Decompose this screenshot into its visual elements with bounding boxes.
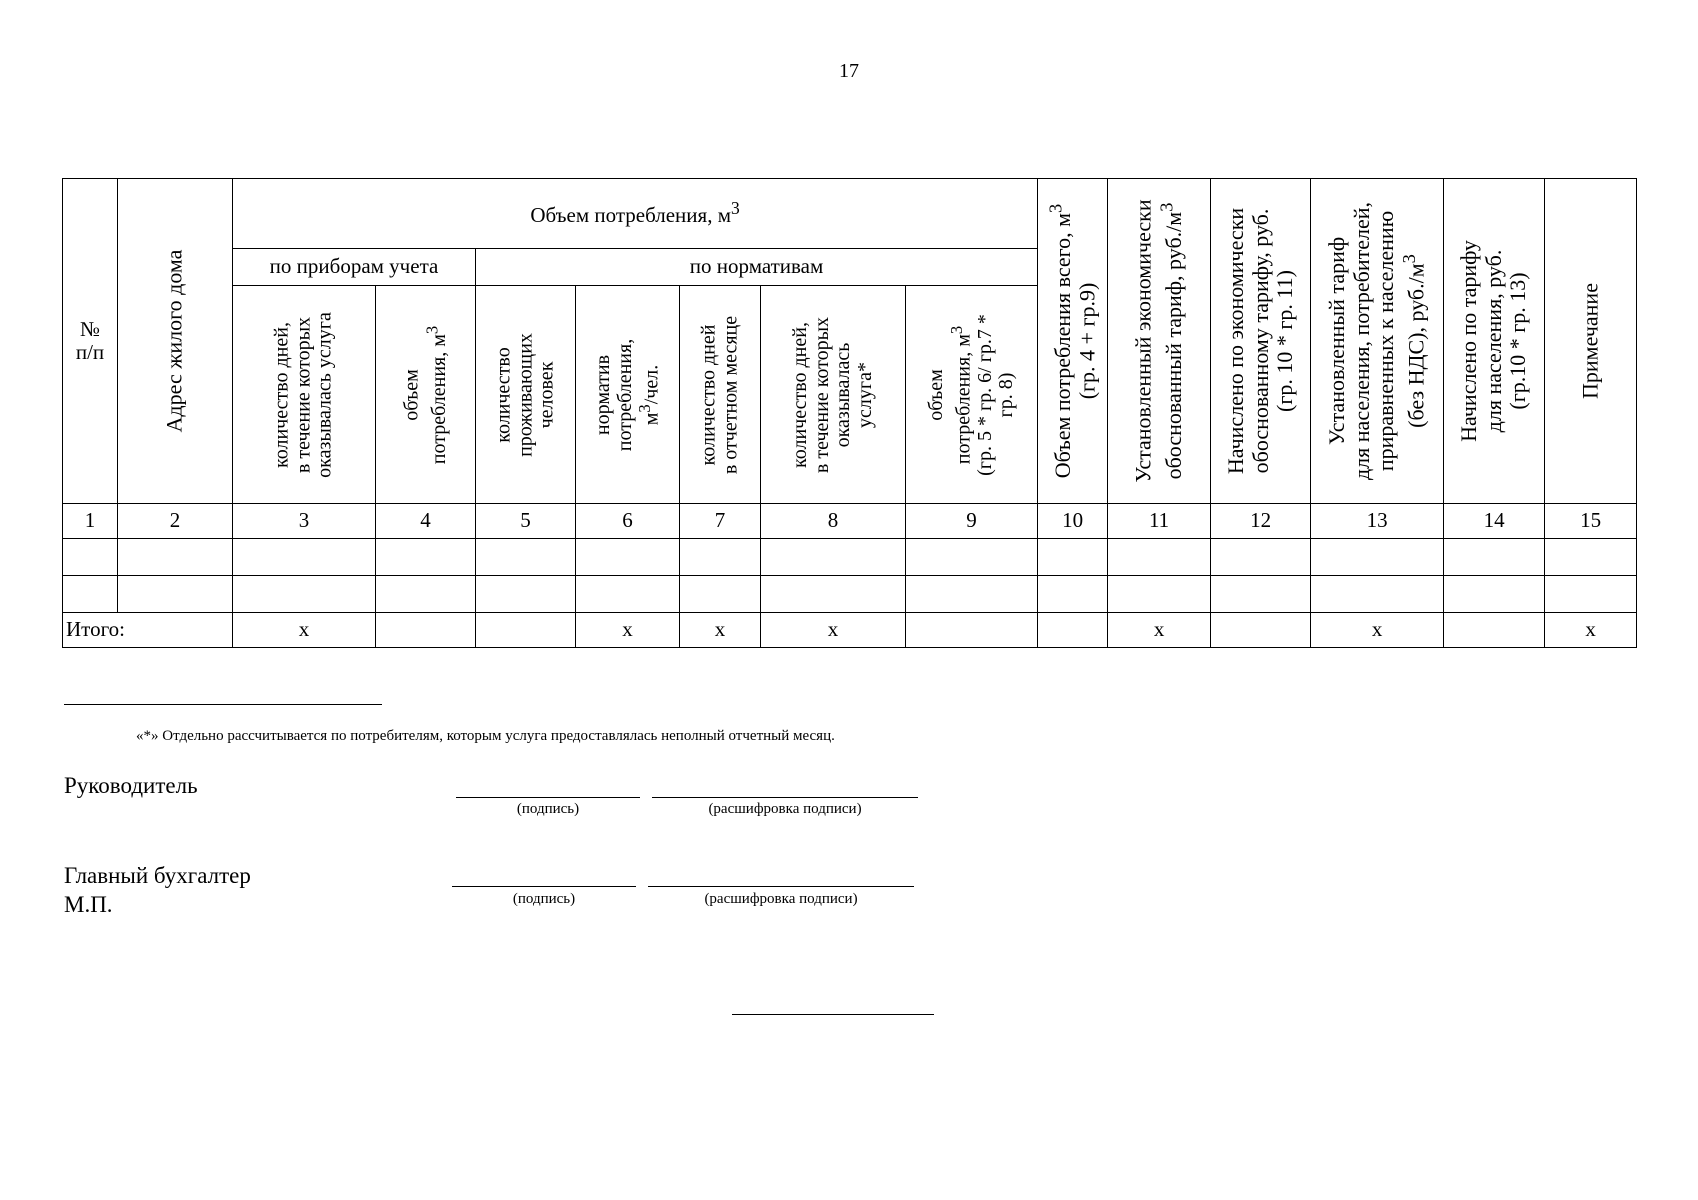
consumption-report-table (62, 178, 1637, 648)
total-cell[interactable] (476, 613, 576, 648)
header-number: № п/п (63, 179, 118, 504)
column-number: 1 (63, 504, 118, 539)
column-number: 4 (376, 504, 476, 539)
accountant-role-label: Главный бухгалтер (64, 863, 251, 888)
table-cell[interactable] (1311, 539, 1444, 576)
total-cell[interactable] (1211, 613, 1311, 648)
bottom-rule (732, 1014, 934, 1015)
head-name-caption: (расшифровка подписи) (708, 801, 862, 817)
column-number: 9 (906, 504, 1038, 539)
table-cell[interactable] (476, 576, 576, 613)
header-col-15: Примечание (1545, 179, 1637, 504)
table-cell[interactable] (118, 576, 233, 613)
column-number: 12 (1211, 504, 1311, 539)
head-signature-line[interactable] (456, 797, 640, 798)
table-cell[interactable] (1211, 576, 1311, 613)
footnote: «*» Отдельно рассчитывается по потребителям, которым услуга предоставлялась неполный отчетный месяц. (136, 728, 835, 744)
total-cell: x (1108, 613, 1211, 648)
table-cell[interactable] (680, 539, 761, 576)
table-cell[interactable] (576, 576, 680, 613)
header-col-7: количество дней в отчетном месяце (680, 286, 761, 504)
head-name-line[interactable] (652, 797, 918, 798)
table-cell[interactable] (906, 539, 1038, 576)
table-cell[interactable] (906, 576, 1038, 613)
table-cell[interactable] (233, 539, 376, 576)
table-row (63, 576, 1637, 613)
table-cell[interactable] (576, 539, 680, 576)
column-number: 2 (118, 504, 233, 539)
column-number: 7 (680, 504, 761, 539)
column-number: 6 (576, 504, 680, 539)
column-number: 5 (476, 504, 576, 539)
table-cell[interactable] (376, 576, 476, 613)
header-col-14: Начислено по тарифу для населения, руб. (гр.10 * гр. 13) (1444, 179, 1545, 504)
total-cell: x (1545, 613, 1637, 648)
total-cell: x (576, 613, 680, 648)
header-col-10: Объем потребления всего, $м^3$ (гр. 4 + гр.9) (1038, 179, 1108, 504)
header-col-11: Установленный экономически обоснованный тариф, $руб./м^3$ (1108, 179, 1211, 504)
total-cell[interactable] (906, 613, 1038, 648)
table-cell[interactable] (1038, 576, 1108, 613)
header-consumption-group: Объем потребления, $м^3$ (233, 179, 1038, 249)
total-cell: x (233, 613, 376, 648)
table-cell[interactable] (1038, 539, 1108, 576)
header-col-5: количество проживающих человек (476, 286, 576, 504)
column-number: 13 (1311, 504, 1444, 539)
header-col-3: количество дней, в течение которых оказывалась услуга (233, 286, 376, 504)
head-role-label: Руководитель (64, 773, 198, 798)
total-label: Итого: (63, 613, 233, 648)
column-number: 15 (1545, 504, 1637, 539)
head-signature-caption: (подпись) (516, 801, 580, 817)
header-col-9: объем потребления, $м^3$ (гр. 5 * гр. 6/ гр.7 * гр. 8) (906, 286, 1038, 504)
accountant-name-line[interactable] (648, 886, 914, 887)
header-address: Адрес жилого дома (118, 179, 233, 504)
column-number: 8 (761, 504, 906, 539)
table-cell[interactable] (233, 576, 376, 613)
table-cell[interactable] (1108, 576, 1211, 613)
table-cell[interactable] (376, 539, 476, 576)
header-norms-group: по нормативам (476, 249, 1038, 286)
table-cell[interactable] (1444, 539, 1545, 576)
table-cell[interactable] (63, 539, 118, 576)
table-cell[interactable] (1444, 576, 1545, 613)
table-cell[interactable] (1545, 539, 1637, 576)
column-number: 11 (1108, 504, 1211, 539)
column-numbers-row (63, 504, 1637, 539)
column-number: 3 (233, 504, 376, 539)
table-cell[interactable] (680, 576, 761, 613)
page-number: 17 (839, 60, 859, 82)
table-cell[interactable] (63, 576, 118, 613)
table-cell[interactable] (476, 539, 576, 576)
total-row (63, 613, 1637, 648)
accountant-signature-line[interactable] (452, 886, 636, 887)
footnote-divider (64, 704, 382, 705)
column-number: 14 (1444, 504, 1545, 539)
accountant-signature-caption: (подпись) (512, 891, 576, 907)
total-cell: x (1311, 613, 1444, 648)
header-col-4: объем потребления, $м^3$ (376, 286, 476, 504)
header-col-8: количество дней, в течение которых оказывалась услуга* (761, 286, 906, 504)
total-cell[interactable] (1444, 613, 1545, 648)
table-row (63, 539, 1637, 576)
total-cell: x (761, 613, 906, 648)
total-cell: x (680, 613, 761, 648)
header-col-13: Установленный тариф для населения, потребителей, приравненных к населению (без НДС), $руб./м^3$ (1311, 179, 1444, 504)
table-cell[interactable] (1108, 539, 1211, 576)
column-number: 10 (1038, 504, 1108, 539)
header-meters-group: по приборам учета (233, 249, 476, 286)
total-cell[interactable] (376, 613, 476, 648)
header-col-6: норматив потребления, $м^3$/чел. (576, 286, 680, 504)
accountant-name-caption: (расшифровка подписи) (704, 891, 858, 907)
table-cell[interactable] (761, 539, 906, 576)
header-col-12: Начислено по экономически обоснованному тарифу, руб. (гр. 10 * гр. 11) (1211, 179, 1311, 504)
total-cell[interactable] (1038, 613, 1108, 648)
stamp-label: М.П. (64, 892, 113, 917)
table-cell[interactable] (1211, 539, 1311, 576)
table-cell[interactable] (1545, 576, 1637, 613)
table-cell[interactable] (1311, 576, 1444, 613)
table-cell[interactable] (118, 539, 233, 576)
table-cell[interactable] (761, 576, 906, 613)
